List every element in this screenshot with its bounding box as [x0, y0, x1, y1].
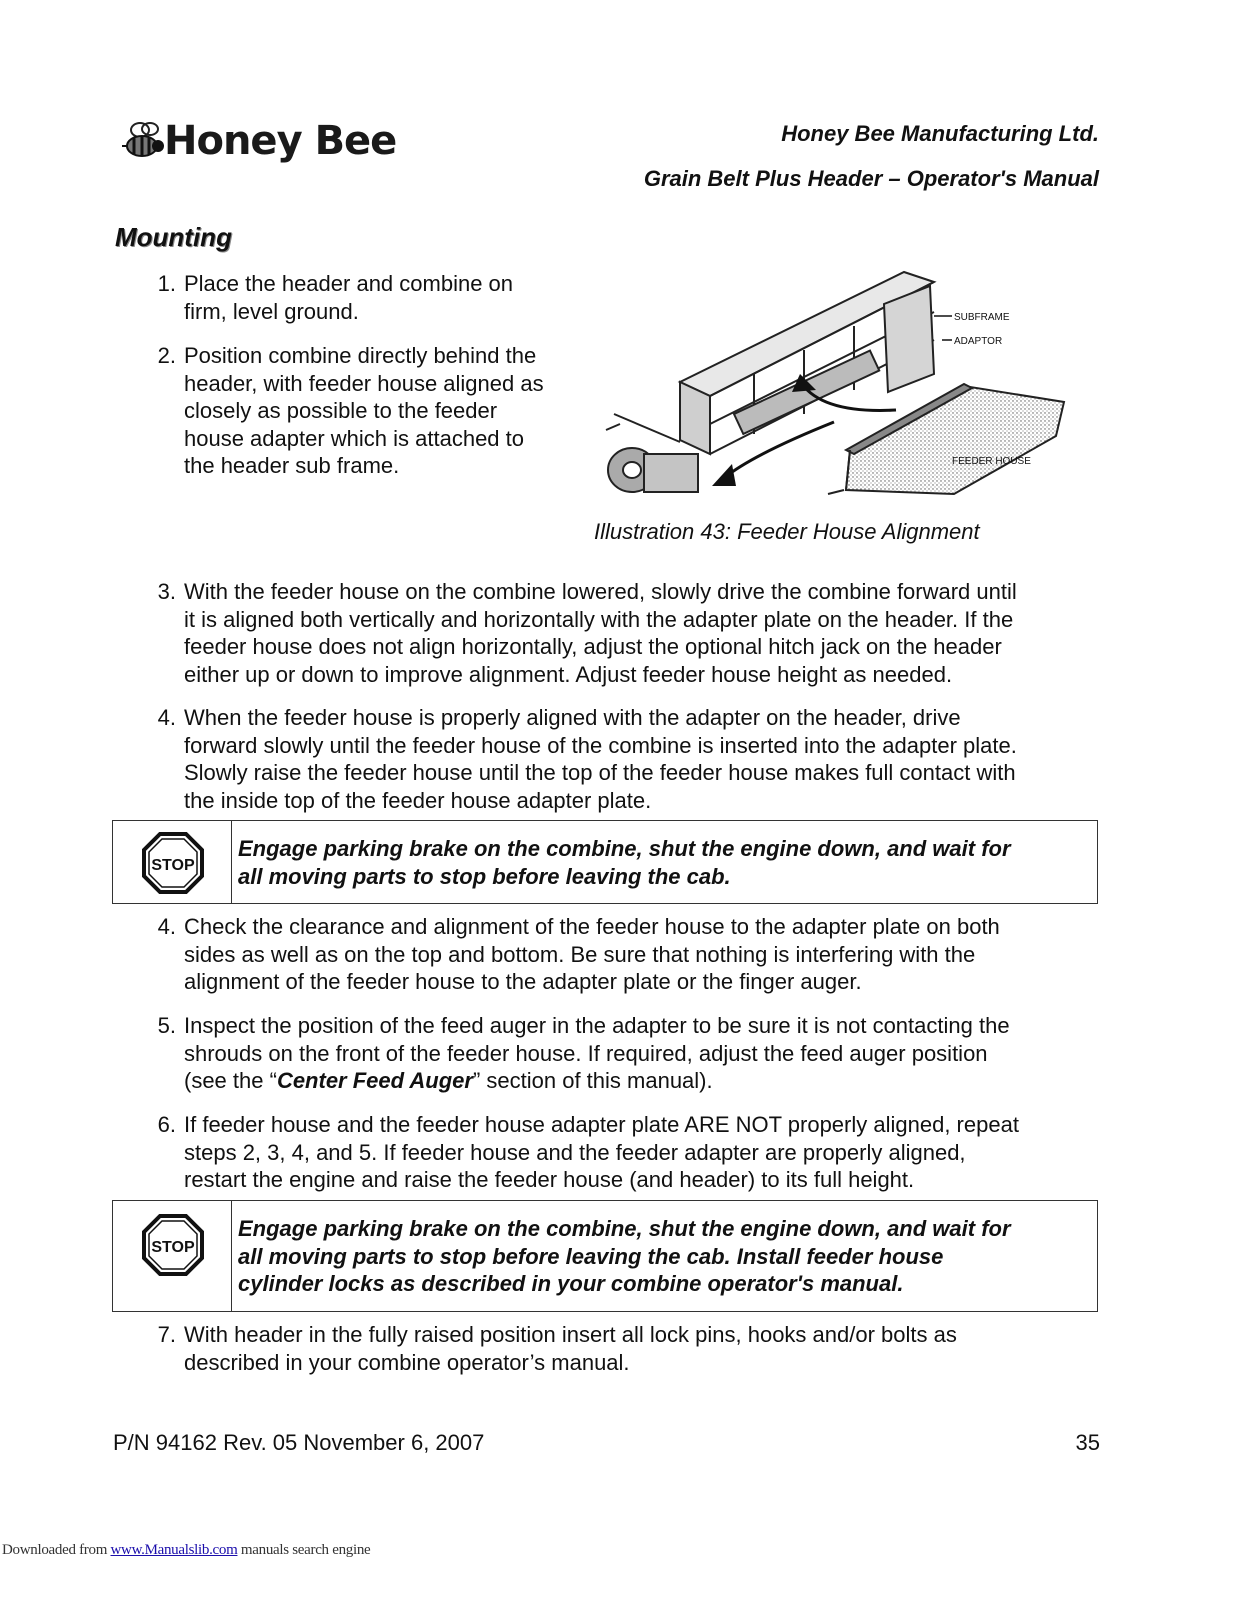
step-text — [184, 1012, 1010, 1095]
step-line: firm, level ground. — [184, 298, 359, 324]
warning-line: cylinder locks as described in your combine operator's manual. — [238, 1271, 904, 1296]
figure-caption: Illustration 43: Feeder House Alignment — [594, 519, 980, 544]
bee-icon — [118, 120, 166, 164]
step-line: With the feeder house on the combine lowered, slowly drive the combine forward until — [184, 579, 1017, 604]
svg-text:STOP: STOP — [151, 857, 195, 874]
step-number: 3. — [157, 579, 176, 604]
step-number: 2. — [157, 343, 176, 368]
brand-name: Honey Bee — [164, 118, 397, 164]
warning-divider — [231, 821, 232, 903]
manualslib-link[interactable]: www.Manualslib.com — [110, 1542, 238, 1558]
download-prefix: Downloaded from — [2, 1542, 111, 1558]
brand-logo — [118, 116, 418, 168]
step-line: the inside top of the feeder house adapter plate. — [184, 787, 652, 813]
step-line: steps 2, 3, 4, and 5. If feeder house and the feeder adapter are properly aligned, — [184, 1139, 966, 1165]
step-text — [184, 342, 544, 480]
subframe-label: SUBFRAME — [954, 312, 1010, 323]
step-number: 7. — [157, 1322, 176, 1347]
step-line: Check the clearance and alignment of the feeder house to the adapter plate on both — [184, 914, 1000, 939]
step-line: it is aligned both vertically and horizontally with the adapter plate on the header. If the — [184, 606, 1014, 632]
list-item — [148, 1111, 1108, 1195]
list-item — [148, 1012, 1108, 1096]
step-line: Position combine directly behind the — [184, 343, 537, 368]
step-number: 5. — [157, 1013, 176, 1038]
warning-line: Engage parking brake on the combine, shut the engine down, and wait for — [238, 836, 1011, 861]
step-text — [184, 578, 1017, 688]
step-line: closely as possible to the feeder — [184, 398, 498, 423]
step-line: sides as well as on the top and bottom. Be sure that nothing is interfering with the — [184, 941, 976, 967]
step-line: With header in the fully raised position insert all lock pins, hooks and/or bolts as — [184, 1322, 957, 1347]
feeder-house-label: FEEDER HOUSE — [952, 456, 1031, 467]
adaptor-label: ADAPTOR — [954, 336, 1003, 347]
step-line: header, with feeder house aligned as — [184, 370, 544, 396]
svg-text:STOP: STOP — [151, 1239, 195, 1256]
step-line: restart the engine and raise the feeder house (and header) to its full height. — [184, 1167, 915, 1192]
step-number: 6. — [157, 1112, 176, 1137]
step-text-fragment: (see the “ — [184, 1068, 277, 1093]
step-line: alignment of the feeder house to the adapter plate or the finger auger. — [184, 969, 862, 994]
warning-text — [238, 1215, 1083, 1298]
step-line: forward slowly until the feeder house of the combine is inserted into the adapter plate. — [184, 732, 1017, 758]
step-line: Slowly raise the feeder house until the top of the feeder house makes full contact with — [184, 760, 1016, 785]
warning-line: Engage parking brake on the combine, shut the engine down, and wait for — [238, 1216, 1011, 1241]
step-line — [184, 1067, 1010, 1095]
step-line: described in your combine operator’s manual. — [184, 1349, 630, 1375]
section-reference: Center Feed Auger — [276, 1068, 473, 1093]
warning-box — [112, 1200, 1098, 1312]
list-item — [148, 578, 1108, 690]
section-title: Mounting — [115, 222, 232, 252]
step-line: If feeder house and the feeder house adapter plate ARE NOT properly aligned, repeat — [184, 1112, 1019, 1137]
step-text — [184, 913, 1000, 996]
step-number: 4. — [157, 705, 176, 730]
step-text — [184, 1111, 1019, 1194]
step-line: shrouds on the front of the feeder house. If required, adjust the feed auger position — [184, 1040, 988, 1066]
manual-title: Grain Belt Plus Header – Operator's Manual — [643, 166, 1099, 191]
arrow-head — [712, 464, 736, 486]
download-notice — [2, 1542, 370, 1559]
step-line: When the feeder house is properly aligned with the adapter on the header, drive — [184, 705, 961, 730]
company-name: Honey Bee Manufacturing Ltd. — [781, 121, 1099, 146]
step-text — [184, 704, 1017, 814]
step-line: house adapter which is attached to — [184, 425, 525, 451]
download-suffix: manuals search engine — [237, 1542, 371, 1558]
step-line: Place the header and combine on — [184, 271, 514, 296]
list-item — [148, 342, 588, 482]
warning-line: all moving parts to stop before leaving the cab. — [238, 863, 731, 889]
step-text — [184, 270, 513, 325]
list-item — [148, 913, 1108, 997]
step-number: 1. — [157, 271, 176, 296]
page-number: 35 — [1075, 1430, 1100, 1455]
list-item — [148, 704, 1108, 816]
warning-divider — [231, 1201, 232, 1311]
step-line: Inspect the position of the feed auger in the adapter to be sure it is not contacting the — [184, 1013, 1010, 1038]
stop-sign-icon — [141, 831, 205, 895]
step-line: feeder house does not align horizontally, adjust the optional hitch jack on the header — [184, 634, 1002, 659]
step-line: either up or down to improve alignment. Adjust feeder house height as needed. — [184, 661, 953, 687]
warning-box — [112, 820, 1098, 904]
feeder-house-illustration — [604, 264, 1074, 510]
stop-sign-icon — [141, 1213, 205, 1277]
step-text-fragment: ” section of this manual). — [472, 1068, 713, 1093]
list-item — [148, 1321, 1108, 1377]
step-text — [184, 1321, 957, 1376]
warning-line: all moving parts to stop before leaving the cab. Install feeder house — [238, 1243, 944, 1269]
feeder-house-drawing — [828, 384, 1064, 494]
warning-text — [238, 835, 1083, 890]
part-number: P/N 94162 Rev. 05 November 6, 2007 — [113, 1430, 485, 1455]
step-line: the header sub frame. — [184, 453, 400, 478]
step-number: 4. — [157, 914, 176, 939]
list-item — [148, 270, 588, 330]
